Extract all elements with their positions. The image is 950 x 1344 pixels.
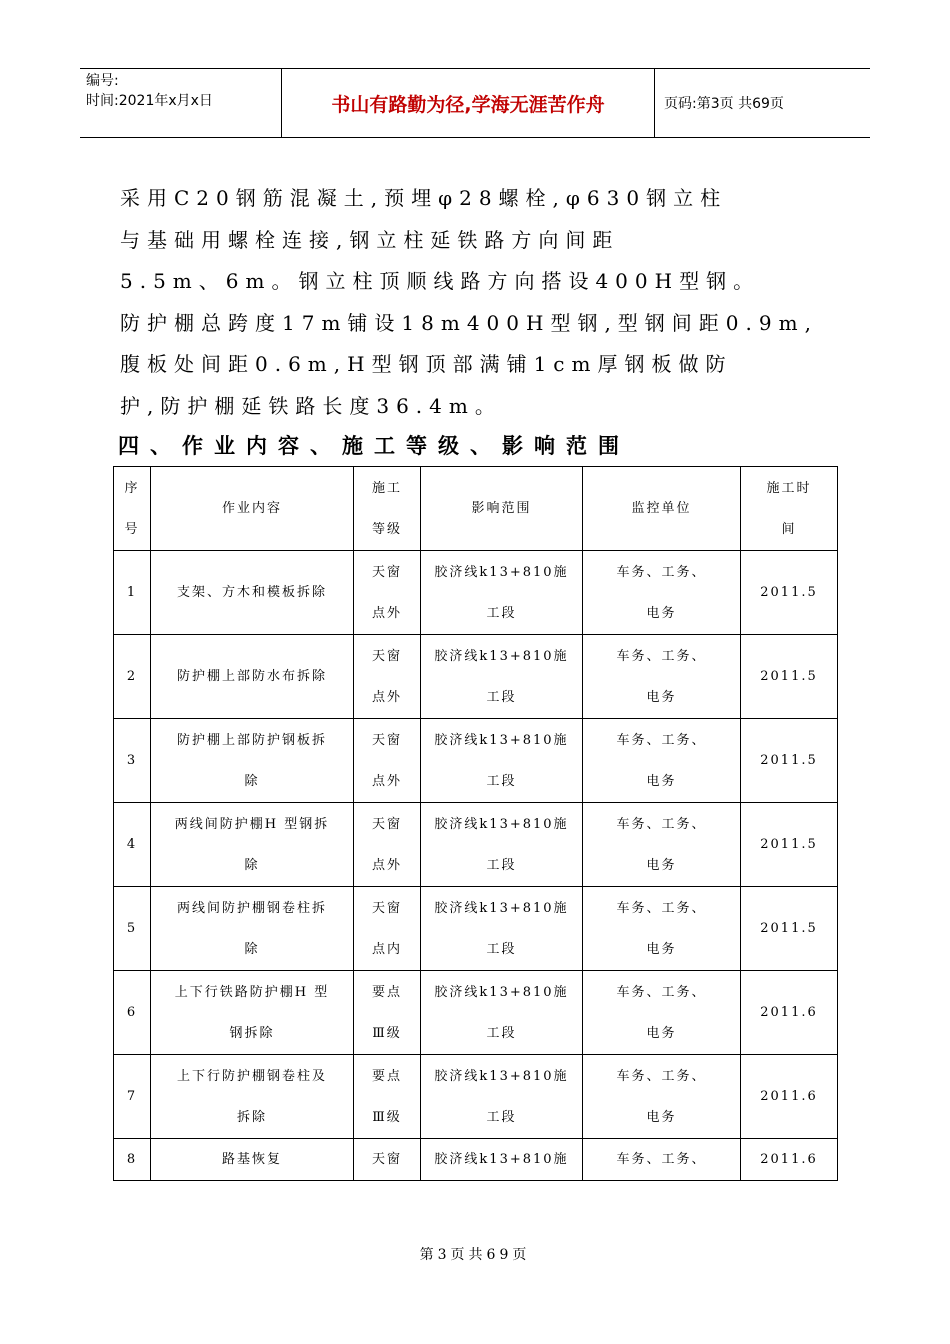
header-motto: 书山有路勤为径,学海无涯苦作舟 — [281, 69, 655, 137]
cell-time: 2011.6 — [741, 1139, 838, 1181]
cell-no: 3 — [114, 719, 151, 803]
page-header — [80, 68, 870, 138]
table-row — [114, 719, 838, 803]
cell-content: 上下行防护棚钢卷柱及 拆除 — [151, 1055, 354, 1139]
cell-level: 要点 Ⅲ级 — [354, 1055, 421, 1139]
table-row — [114, 1139, 838, 1181]
table-row — [114, 635, 838, 719]
cell-monitor: 车务、工务、 电务 — [583, 803, 741, 887]
code-label: 编号: — [86, 73, 119, 89]
cell-content: 防护棚上部防水布拆除 — [151, 635, 354, 719]
cell-time: 2011.5 — [741, 551, 838, 635]
cell-time: 2011.6 — [741, 971, 838, 1055]
cell-time: 2011.5 — [741, 887, 838, 971]
table-row — [114, 971, 838, 1055]
work-table — [113, 466, 838, 1181]
cell-no: 1 — [114, 551, 151, 635]
cell-time: 2011.5 — [741, 635, 838, 719]
cell-monitor: 车务、工务、 电务 — [583, 971, 741, 1055]
cell-time: 2011.5 — [741, 719, 838, 803]
cell-scope: 胶济线k13+810施 工段 — [421, 719, 583, 803]
cell-no: 4 — [114, 803, 151, 887]
cell-content: 两线间防护棚钢卷柱拆 除 — [151, 887, 354, 971]
body-line: 5.5m、6m。钢立柱顶顺线路方向搭设400H型钢。 — [120, 269, 761, 293]
cell-scope: 胶济线k13+810施 工段 — [421, 887, 583, 971]
cell-no: 7 — [114, 1055, 151, 1139]
cell-monitor: 车务、工务、 电务 — [583, 1055, 741, 1139]
header-no: 序 号 — [114, 467, 151, 551]
cell-no: 6 — [114, 971, 151, 1055]
header-scope: 影响范围 — [421, 467, 583, 551]
cell-content: 上下行铁路防护棚H 型 钢拆除 — [151, 971, 354, 1055]
cell-content: 支架、方木和模板拆除 — [151, 551, 354, 635]
header-page-info: 页码:第3页 共69页 — [664, 96, 784, 112]
cell-level: 天窗 点外 — [354, 803, 421, 887]
section-title: 四、作业内容、施工等级、影响范围 — [118, 434, 630, 458]
cell-content: 两线间防护棚H 型钢拆 除 — [151, 803, 354, 887]
cell-time: 2011.6 — [741, 1055, 838, 1139]
cell-time: 2011.5 — [741, 803, 838, 887]
cell-monitor: 车务、工务、 电务 — [583, 551, 741, 635]
body-line: 护,防护棚延铁路长度36.4m。 — [120, 393, 502, 418]
body-line: 与基础用螺栓连接,钢立柱延铁路方向间距 — [120, 227, 620, 252]
body-line: 采用C20钢筋混凝土,预埋φ28螺栓,φ630钢立柱 — [120, 186, 728, 210]
header-content: 作业内容 — [151, 467, 354, 551]
header-monitor: 监控单位 — [583, 467, 741, 551]
cell-no: 8 — [114, 1139, 151, 1181]
table-row — [114, 887, 838, 971]
cell-scope: 胶济线k13+810施 工段 — [421, 803, 583, 887]
header-meta — [80, 69, 280, 137]
table-row — [114, 803, 838, 887]
cell-content: 防护棚上部防护钢板拆 除 — [151, 719, 354, 803]
body-line: 防护棚总跨度17m铺设18m400H型钢,型钢间距0.9m, — [120, 310, 818, 335]
header-level: 施工 等级 — [354, 467, 421, 551]
body-line: 腹板处间距0.6m,H型钢顶部满铺1cm厚钢板做防 — [120, 352, 733, 376]
table-row — [114, 551, 838, 635]
cell-no: 2 — [114, 635, 151, 719]
table-row — [114, 1055, 838, 1139]
cell-scope: 胶济线k13+810施 工段 — [421, 551, 583, 635]
cell-level: 天窗 点外 — [354, 551, 421, 635]
cell-scope: 胶济线k13+810施 工段 — [421, 1055, 583, 1139]
cell-scope: 胶济线k13+810施 工段 — [421, 635, 583, 719]
cell-level: 天窗 点外 — [354, 719, 421, 803]
header-time: 施工时 间 — [741, 467, 838, 551]
cell-monitor: 车务、工务、 — [583, 1139, 741, 1181]
body-paragraph — [120, 178, 818, 427]
cell-monitor: 车务、工务、 电务 — [583, 635, 741, 719]
cell-level: 天窗 点内 — [354, 887, 421, 971]
cell-content: 路基恢复 — [151, 1139, 354, 1181]
table-header-row — [114, 467, 838, 551]
cell-no: 5 — [114, 887, 151, 971]
page-footer: 第3页共69页 — [419, 1247, 531, 1263]
cell-level: 天窗 点外 — [354, 635, 421, 719]
cell-scope: 胶济线k13+810施 工段 — [421, 971, 583, 1055]
cell-scope: 胶济线k13+810施 — [421, 1139, 583, 1181]
time-line: 时间:2021年x月x日 — [86, 93, 213, 109]
cell-level: 天窗 — [354, 1139, 421, 1181]
cell-monitor: 车务、工务、 电务 — [583, 887, 741, 971]
cell-monitor: 车务、工务、 电务 — [583, 719, 741, 803]
cell-level: 要点 Ⅲ级 — [354, 971, 421, 1055]
